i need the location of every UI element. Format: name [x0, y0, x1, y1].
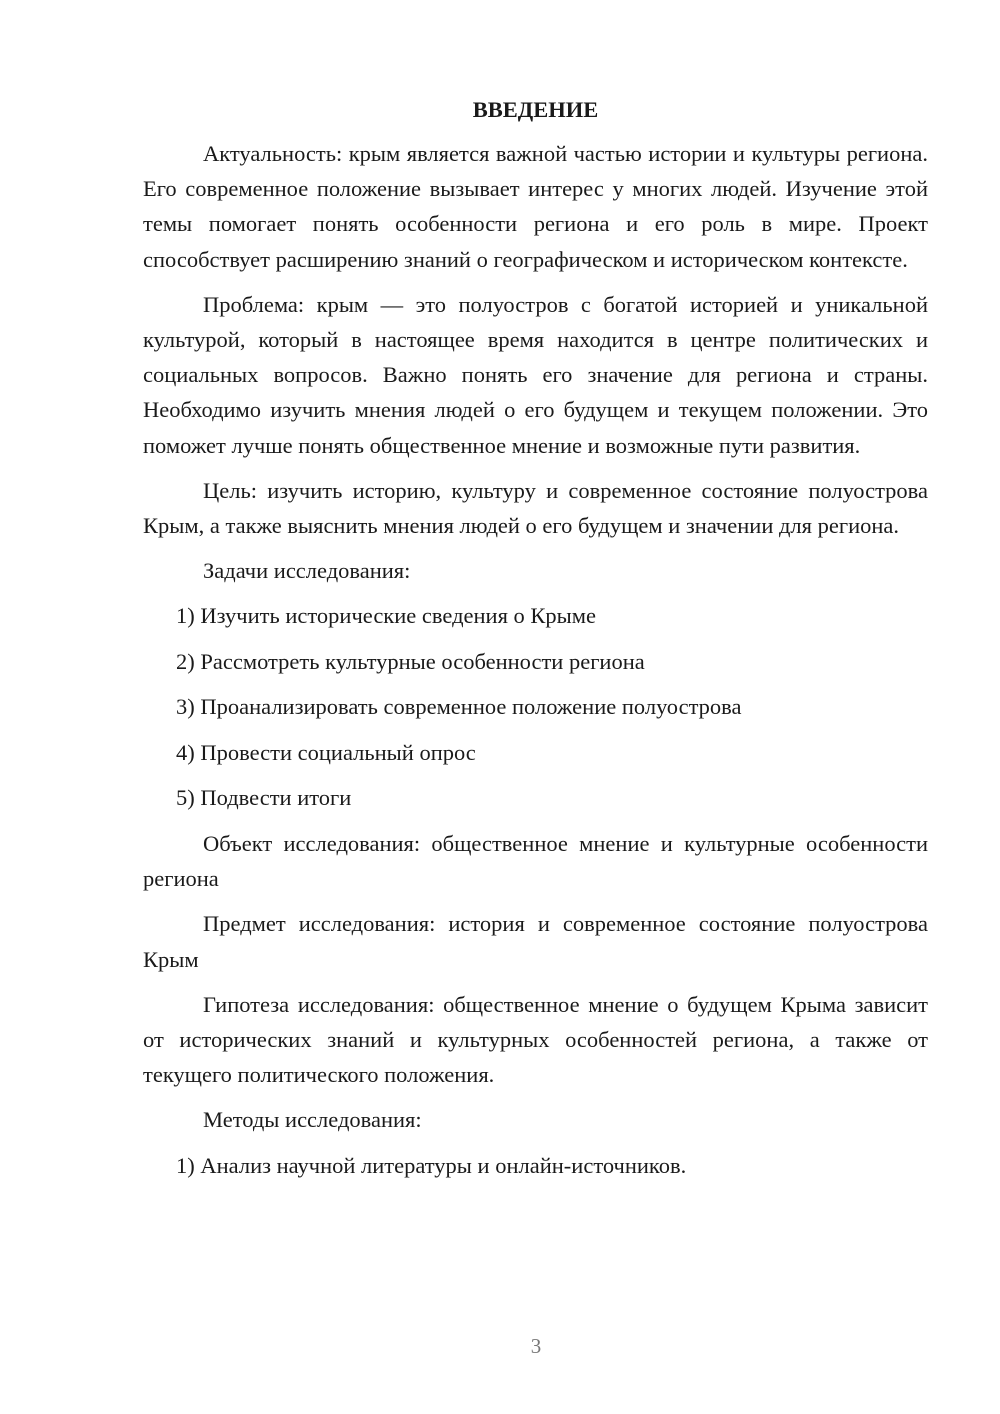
- page-number: 3: [530, 1334, 542, 1358]
- methods-label: Методы исследования:: [203, 1107, 422, 1133]
- list-item: 2) Рассмотреть культурные особенности региона: [176, 648, 645, 674]
- object-paragraph: Объект исследования: общественное мнение и культурные особенности региона: [143, 830, 928, 892]
- methods-list: [143, 1148, 928, 1183]
- tasks-list: [143, 598, 928, 815]
- document-page: [143, 92, 928, 1193]
- list-item: 4) Провести социальный опрос: [176, 739, 476, 765]
- hypothesis-paragraph: Гипотеза исследования: общественное мнение о будущем Крыма зависит от исторических знаний и культурных особенностей региона, а также от текущего политического положения.: [143, 991, 928, 1088]
- subject-paragraph: Предмет исследования: история и современное состояние полуострова Крым: [143, 911, 928, 972]
- tasks-label: Задачи исследования:: [203, 558, 411, 584]
- list-item: 1) Изучить исторические сведения о Крыме: [176, 603, 597, 629]
- page-title: ВВЕДЕНИЕ: [472, 97, 599, 122]
- relevance-paragraph: Актуальность: крым является важной частью истории и культуры региона. Его современное положение вызывает интерес у многих людей. Изучение этой темы помогает понять особенности региона и его роль в мире. Проект способствует расширению знаний о географическом и историческом контексте.: [143, 141, 928, 272]
- list-item: 3) Проанализировать современное положение полуострова: [176, 694, 742, 720]
- list-item: 5) Подвести итоги: [176, 785, 352, 811]
- goal-paragraph: Цель: изучить историю, культуру и современное состояние полуострова Крым, а также выяснить мнения людей о его будущем и значении для региона.: [143, 477, 928, 539]
- problem-paragraph: Проблема: крым — это полуостров с богатой историей и уникальной культурой, который в настоящее время находится в центре политических и социальных вопросов. Важно понять его значение для региона и страны. Необходимо изучить мнения людей о его будущем и текущем положении. Это поможет лучше понять общественное мнение и возможные пути развития.: [143, 291, 928, 458]
- list-item: 1) Анализ научной литературы и онлайн-источников.: [176, 1152, 687, 1178]
